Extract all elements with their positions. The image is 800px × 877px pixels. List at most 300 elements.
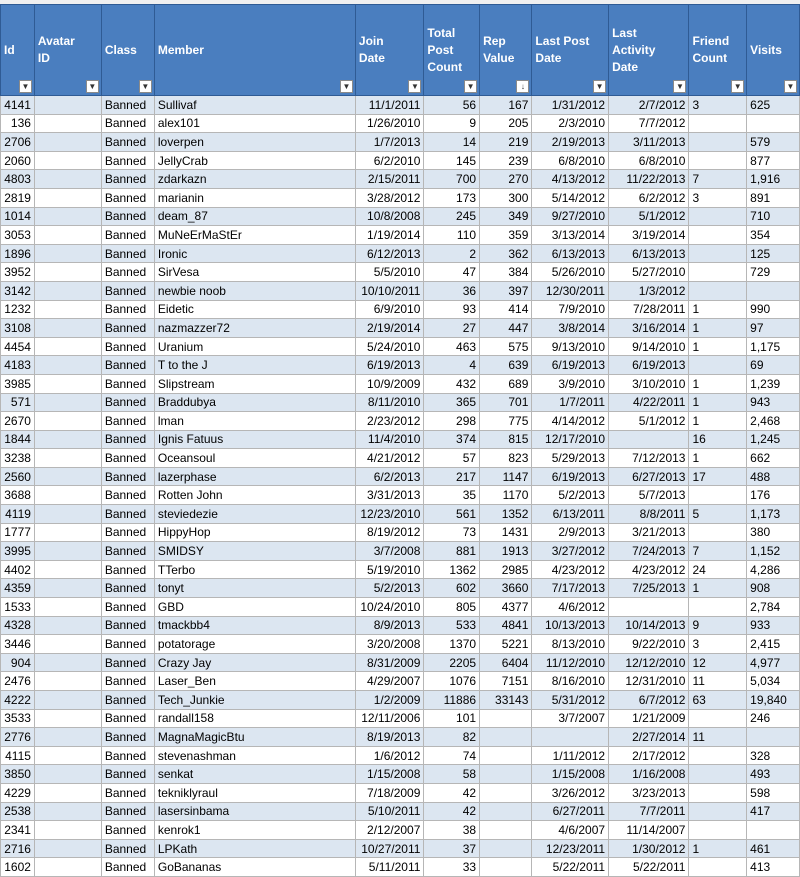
cell-join[interactable]: 12/11/2006	[355, 709, 424, 728]
cell-id[interactable]: 3688	[1, 486, 35, 505]
cell-avatar[interactable]	[34, 486, 101, 505]
cell-visits[interactable]: 1,152	[747, 542, 800, 561]
cell-friends[interactable]: 11	[689, 672, 747, 691]
cell-member[interactable]: Sullivaf	[154, 96, 355, 115]
cell-member[interactable]: Crazy Jay	[154, 653, 355, 672]
cell-join[interactable]: 8/31/2009	[355, 653, 424, 672]
cell-member[interactable]: SirVesa	[154, 263, 355, 282]
cell-member[interactable]: GoBananas	[154, 858, 355, 877]
cell-posts[interactable]: 27	[424, 319, 480, 338]
cell-lastpost[interactable]: 8/13/2010	[532, 635, 609, 654]
cell-lastact[interactable]: 3/11/2013	[609, 133, 689, 152]
cell-join[interactable]: 8/9/2013	[355, 616, 424, 635]
cell-avatar[interactable]	[34, 393, 101, 412]
cell-class[interactable]: Banned	[101, 542, 154, 561]
table-row[interactable]	[1, 96, 800, 115]
cell-lastact[interactable]: 2/27/2014	[609, 728, 689, 747]
cell-visits[interactable]: 1,175	[747, 337, 800, 356]
cell-id[interactable]: 2476	[1, 672, 35, 691]
cell-posts[interactable]: 57	[424, 449, 480, 468]
table-row[interactable]	[1, 467, 800, 486]
cell-visits[interactable]: 69	[747, 356, 800, 375]
cell-lastact[interactable]: 5/7/2013	[609, 486, 689, 505]
filter-dropdown-icon[interactable]: ▼	[19, 80, 32, 93]
cell-posts[interactable]: 533	[424, 616, 480, 635]
cell-lastpost[interactable]: 6/13/2013	[532, 244, 609, 263]
cell-rep[interactable]	[480, 858, 532, 877]
cell-posts[interactable]: 47	[424, 263, 480, 282]
cell-id[interactable]: 1014	[1, 207, 35, 226]
cell-class[interactable]: Banned	[101, 467, 154, 486]
cell-join[interactable]: 10/27/2011	[355, 839, 424, 858]
cell-join[interactable]: 5/11/2011	[355, 858, 424, 877]
cell-friends[interactable]: 1	[689, 300, 747, 319]
cell-member[interactable]: SMIDSY	[154, 542, 355, 561]
cell-member[interactable]: lman	[154, 412, 355, 431]
cell-rep[interactable]: 2985	[480, 560, 532, 579]
cell-join[interactable]: 4/29/2007	[355, 672, 424, 691]
cell-posts[interactable]: 42	[424, 802, 480, 821]
cell-lastpost[interactable]: 4/23/2012	[532, 560, 609, 579]
column-header-rep[interactable]	[480, 5, 532, 96]
cell-lastpost[interactable]: 5/31/2012	[532, 691, 609, 710]
cell-posts[interactable]: 9	[424, 114, 480, 133]
cell-lastact[interactable]: 5/1/2012	[609, 207, 689, 226]
cell-visits[interactable]: 598	[747, 783, 800, 802]
cell-lastact[interactable]: 7/24/2013	[609, 542, 689, 561]
cell-posts[interactable]: 42	[424, 783, 480, 802]
cell-member[interactable]: GBD	[154, 598, 355, 617]
cell-visits[interactable]: 4,977	[747, 653, 800, 672]
cell-class[interactable]: Banned	[101, 765, 154, 784]
cell-join[interactable]: 8/19/2013	[355, 728, 424, 747]
cell-visits[interactable]: 493	[747, 765, 800, 784]
cell-friends[interactable]: 1	[689, 449, 747, 468]
cell-avatar[interactable]	[34, 653, 101, 672]
cell-class[interactable]: Banned	[101, 374, 154, 393]
cell-friends[interactable]: 7	[689, 542, 747, 561]
cell-visits[interactable]: 19,840	[747, 691, 800, 710]
cell-posts[interactable]: 217	[424, 467, 480, 486]
cell-member[interactable]: senkat	[154, 765, 355, 784]
cell-avatar[interactable]	[34, 356, 101, 375]
cell-rep[interactable]	[480, 728, 532, 747]
cell-lastact[interactable]: 4/23/2012	[609, 560, 689, 579]
cell-class[interactable]: Banned	[101, 616, 154, 635]
cell-rep[interactable]: 362	[480, 244, 532, 263]
cell-visits[interactable]: 125	[747, 244, 800, 263]
column-header-lastpost[interactable]	[532, 5, 609, 96]
cell-visits[interactable]: 328	[747, 746, 800, 765]
cell-member[interactable]: Uranium	[154, 337, 355, 356]
cell-join[interactable]: 6/2/2010	[355, 151, 424, 170]
cell-lastpost[interactable]: 4/6/2007	[532, 821, 609, 840]
cell-class[interactable]: Banned	[101, 523, 154, 542]
cell-lastact[interactable]: 5/22/2011	[609, 858, 689, 877]
cell-join[interactable]: 3/7/2008	[355, 542, 424, 561]
cell-lastact[interactable]: 8/8/2011	[609, 505, 689, 524]
cell-rep[interactable]: 205	[480, 114, 532, 133]
cell-avatar[interactable]	[34, 263, 101, 282]
cell-class[interactable]: Banned	[101, 114, 154, 133]
cell-member[interactable]: TTerbo	[154, 560, 355, 579]
cell-posts[interactable]: 1370	[424, 635, 480, 654]
cell-friends[interactable]: 12	[689, 653, 747, 672]
cell-lastpost[interactable]: 12/30/2011	[532, 281, 609, 300]
cell-member[interactable]: Tech_Junkie	[154, 691, 355, 710]
cell-posts[interactable]: 110	[424, 226, 480, 245]
cell-class[interactable]: Banned	[101, 709, 154, 728]
cell-lastpost[interactable]: 3/9/2010	[532, 374, 609, 393]
cell-friends[interactable]	[689, 523, 747, 542]
cell-avatar[interactable]	[34, 821, 101, 840]
cell-class[interactable]: Banned	[101, 133, 154, 152]
cell-class[interactable]: Banned	[101, 635, 154, 654]
cell-id[interactable]: 2706	[1, 133, 35, 152]
column-header-member[interactable]	[154, 5, 355, 96]
cell-lastact[interactable]: 6/8/2010	[609, 151, 689, 170]
cell-lastpost[interactable]: 3/26/2012	[532, 783, 609, 802]
cell-friends[interactable]	[689, 486, 747, 505]
cell-member[interactable]: Laser_Ben	[154, 672, 355, 691]
cell-avatar[interactable]	[34, 244, 101, 263]
cell-posts[interactable]: 4	[424, 356, 480, 375]
filter-dropdown-icon[interactable]: ▼	[408, 80, 421, 93]
cell-join[interactable]: 3/31/2013	[355, 486, 424, 505]
cell-visits[interactable]: 710	[747, 207, 800, 226]
cell-visits[interactable]: 1,245	[747, 430, 800, 449]
cell-posts[interactable]: 432	[424, 374, 480, 393]
cell-id[interactable]: 4229	[1, 783, 35, 802]
cell-lastact[interactable]: 12/12/2010	[609, 653, 689, 672]
cell-id[interactable]: 2538	[1, 802, 35, 821]
cell-posts[interactable]: 365	[424, 393, 480, 412]
cell-friends[interactable]	[689, 802, 747, 821]
cell-friends[interactable]	[689, 783, 747, 802]
cell-member[interactable]: nazmazzer72	[154, 319, 355, 338]
cell-class[interactable]: Banned	[101, 151, 154, 170]
cell-posts[interactable]: 298	[424, 412, 480, 431]
cell-posts[interactable]: 56	[424, 96, 480, 115]
cell-join[interactable]: 2/12/2007	[355, 821, 424, 840]
cell-lastpost[interactable]: 6/19/2013	[532, 467, 609, 486]
table-row[interactable]	[1, 746, 800, 765]
cell-member[interactable]: Ignis Fatuus	[154, 430, 355, 449]
cell-join[interactable]: 1/26/2010	[355, 114, 424, 133]
cell-lastpost[interactable]: 7/17/2013	[532, 579, 609, 598]
cell-visits[interactable]: 729	[747, 263, 800, 282]
cell-member[interactable]: Slipstream	[154, 374, 355, 393]
cell-rep[interactable]: 4377	[480, 598, 532, 617]
cell-visits[interactable]: 662	[747, 449, 800, 468]
cell-join[interactable]: 7/18/2009	[355, 783, 424, 802]
cell-member[interactable]: stevenashman	[154, 746, 355, 765]
cell-posts[interactable]: 38	[424, 821, 480, 840]
cell-avatar[interactable]	[34, 467, 101, 486]
cell-lastact[interactable]: 3/19/2014	[609, 226, 689, 245]
cell-visits[interactable]: 877	[747, 151, 800, 170]
cell-member[interactable]: MuNeErMaStEr	[154, 226, 355, 245]
cell-visits[interactable]: 2,415	[747, 635, 800, 654]
cell-lastact[interactable]: 6/19/2013	[609, 356, 689, 375]
cell-lastpost[interactable]: 9/13/2010	[532, 337, 609, 356]
cell-class[interactable]: Banned	[101, 96, 154, 115]
cell-rep[interactable]: 219	[480, 133, 532, 152]
cell-member[interactable]: tekniklyraul	[154, 783, 355, 802]
cell-class[interactable]: Banned	[101, 486, 154, 505]
cell-lastpost[interactable]: 5/14/2012	[532, 188, 609, 207]
cell-class[interactable]: Banned	[101, 393, 154, 412]
cell-lastpost[interactable]: 4/13/2012	[532, 170, 609, 189]
cell-avatar[interactable]	[34, 412, 101, 431]
cell-class[interactable]: Banned	[101, 412, 154, 431]
cell-avatar[interactable]	[34, 746, 101, 765]
cell-member[interactable]: zdarkazn	[154, 170, 355, 189]
cell-id[interactable]: 3850	[1, 765, 35, 784]
cell-visits[interactable]: 943	[747, 393, 800, 412]
cell-class[interactable]: Banned	[101, 356, 154, 375]
table-row[interactable]	[1, 151, 800, 170]
filter-dropdown-icon[interactable]: ▼	[673, 80, 686, 93]
cell-id[interactable]: 2819	[1, 188, 35, 207]
cell-member[interactable]: JellyCrab	[154, 151, 355, 170]
cell-lastpost[interactable]: 9/27/2010	[532, 207, 609, 226]
cell-lastact[interactable]: 12/31/2010	[609, 672, 689, 691]
cell-rep[interactable]: 7151	[480, 672, 532, 691]
cell-class[interactable]: Banned	[101, 449, 154, 468]
cell-class[interactable]: Banned	[101, 319, 154, 338]
table-row[interactable]	[1, 579, 800, 598]
cell-lastact[interactable]: 1/21/2009	[609, 709, 689, 728]
cell-id[interactable]: 571	[1, 393, 35, 412]
cell-class[interactable]: Banned	[101, 746, 154, 765]
cell-rep[interactable]: 384	[480, 263, 532, 282]
cell-visits[interactable]: 1,173	[747, 505, 800, 524]
column-header-class[interactable]	[101, 5, 154, 96]
cell-member[interactable]: steviedezie	[154, 505, 355, 524]
cell-lastpost[interactable]: 1/15/2008	[532, 765, 609, 784]
cell-avatar[interactable]	[34, 858, 101, 877]
cell-visits[interactable]: 1,916	[747, 170, 800, 189]
cell-visits[interactable]: 354	[747, 226, 800, 245]
cell-id[interactable]: 2716	[1, 839, 35, 858]
cell-lastact[interactable]: 7/12/2013	[609, 449, 689, 468]
cell-lastact[interactable]	[609, 430, 689, 449]
table-row[interactable]	[1, 728, 800, 747]
cell-lastact[interactable]: 6/27/2013	[609, 467, 689, 486]
cell-class[interactable]: Banned	[101, 598, 154, 617]
cell-lastpost[interactable]: 4/14/2012	[532, 412, 609, 431]
cell-id[interactable]: 4183	[1, 356, 35, 375]
cell-lastpost[interactable]: 2/19/2013	[532, 133, 609, 152]
cell-avatar[interactable]	[34, 505, 101, 524]
cell-posts[interactable]: 74	[424, 746, 480, 765]
cell-join[interactable]: 11/4/2010	[355, 430, 424, 449]
cell-rep[interactable]: 3660	[480, 579, 532, 598]
cell-id[interactable]: 904	[1, 653, 35, 672]
cell-class[interactable]: Banned	[101, 672, 154, 691]
cell-friends[interactable]	[689, 858, 747, 877]
cell-rep[interactable]	[480, 802, 532, 821]
cell-lastpost[interactable]: 4/6/2012	[532, 598, 609, 617]
cell-lastact[interactable]	[609, 598, 689, 617]
table-row[interactable]	[1, 505, 800, 524]
cell-friends[interactable]: 24	[689, 560, 747, 579]
cell-visits[interactable]: 908	[747, 579, 800, 598]
filter-dropdown-icon[interactable]: ▼	[86, 80, 99, 93]
column-header-lastact[interactable]	[609, 5, 689, 96]
cell-friends[interactable]: 3	[689, 188, 747, 207]
cell-class[interactable]: Banned	[101, 653, 154, 672]
cell-visits[interactable]	[747, 281, 800, 300]
cell-class[interactable]: Banned	[101, 579, 154, 598]
cell-join[interactable]: 8/19/2012	[355, 523, 424, 542]
cell-friends[interactable]: 1	[689, 393, 747, 412]
cell-lastpost[interactable]: 5/22/2011	[532, 858, 609, 877]
cell-id[interactable]: 136	[1, 114, 35, 133]
cell-friends[interactable]: 3	[689, 635, 747, 654]
cell-friends[interactable]: 1	[689, 337, 747, 356]
table-row[interactable]	[1, 616, 800, 635]
cell-avatar[interactable]	[34, 170, 101, 189]
cell-friends[interactable]	[689, 598, 747, 617]
cell-lastpost[interactable]: 1/31/2012	[532, 96, 609, 115]
cell-avatar[interactable]	[34, 523, 101, 542]
cell-rep[interactable]: 1431	[480, 523, 532, 542]
cell-id[interactable]: 2060	[1, 151, 35, 170]
cell-friends[interactable]	[689, 746, 747, 765]
table-row[interactable]	[1, 821, 800, 840]
table-row[interactable]	[1, 337, 800, 356]
cell-avatar[interactable]	[34, 96, 101, 115]
cell-class[interactable]: Banned	[101, 170, 154, 189]
cell-lastact[interactable]: 6/13/2013	[609, 244, 689, 263]
cell-friends[interactable]: 17	[689, 467, 747, 486]
cell-id[interactable]: 4222	[1, 691, 35, 710]
cell-lastact[interactable]: 3/16/2014	[609, 319, 689, 338]
cell-lastact[interactable]: 3/23/2013	[609, 783, 689, 802]
cell-posts[interactable]: 881	[424, 542, 480, 561]
cell-avatar[interactable]	[34, 337, 101, 356]
cell-id[interactable]: 3985	[1, 374, 35, 393]
cell-friends[interactable]	[689, 765, 747, 784]
cell-member[interactable]: alex101	[154, 114, 355, 133]
cell-rep[interactable]: 270	[480, 170, 532, 189]
cell-friends[interactable]	[689, 821, 747, 840]
cell-class[interactable]: Banned	[101, 430, 154, 449]
cell-rep[interactable]	[480, 821, 532, 840]
table-row[interactable]	[1, 263, 800, 282]
cell-friends[interactable]	[689, 709, 747, 728]
cell-rep[interactable]: 167	[480, 96, 532, 115]
cell-avatar[interactable]	[34, 188, 101, 207]
cell-join[interactable]: 1/7/2013	[355, 133, 424, 152]
cell-visits[interactable]: 2,784	[747, 598, 800, 617]
cell-join[interactable]: 4/21/2012	[355, 449, 424, 468]
cell-rep[interactable]: 1147	[480, 467, 532, 486]
cell-class[interactable]: Banned	[101, 821, 154, 840]
cell-posts[interactable]: 37	[424, 839, 480, 858]
cell-lastpost[interactable]: 5/29/2013	[532, 449, 609, 468]
cell-join[interactable]: 10/9/2009	[355, 374, 424, 393]
cell-posts[interactable]: 561	[424, 505, 480, 524]
sort-filter-icon[interactable]: ↓	[516, 80, 529, 93]
cell-avatar[interactable]	[34, 151, 101, 170]
cell-posts[interactable]: 2205	[424, 653, 480, 672]
table-row[interactable]	[1, 765, 800, 784]
cell-id[interactable]: 4115	[1, 746, 35, 765]
table-row[interactable]	[1, 653, 800, 672]
cell-member[interactable]: lasersinbama	[154, 802, 355, 821]
cell-visits[interactable]	[747, 821, 800, 840]
cell-id[interactable]: 4454	[1, 337, 35, 356]
cell-lastact[interactable]: 10/14/2013	[609, 616, 689, 635]
cell-visits[interactable]: 5,034	[747, 672, 800, 691]
cell-lastact[interactable]: 1/3/2012	[609, 281, 689, 300]
cell-member[interactable]: randall158	[154, 709, 355, 728]
cell-lastpost[interactable]: 12/17/2010	[532, 430, 609, 449]
cell-friends[interactable]: 63	[689, 691, 747, 710]
cell-class[interactable]: Banned	[101, 281, 154, 300]
cell-id[interactable]: 1844	[1, 430, 35, 449]
cell-lastact[interactable]: 11/14/2007	[609, 821, 689, 840]
filter-dropdown-icon[interactable]: ▼	[340, 80, 353, 93]
cell-join[interactable]: 5/5/2010	[355, 263, 424, 282]
cell-member[interactable]: Eidetic	[154, 300, 355, 319]
cell-avatar[interactable]	[34, 598, 101, 617]
cell-friends[interactable]: 16	[689, 430, 747, 449]
table-row[interactable]	[1, 319, 800, 338]
cell-visits[interactable]: 2,468	[747, 412, 800, 431]
cell-id[interactable]: 2341	[1, 821, 35, 840]
cell-rep[interactable]: 33143	[480, 691, 532, 710]
cell-visits[interactable]	[747, 114, 800, 133]
cell-class[interactable]: Banned	[101, 783, 154, 802]
cell-visits[interactable]: 246	[747, 709, 800, 728]
cell-id[interactable]: 1533	[1, 598, 35, 617]
table-row[interactable]	[1, 560, 800, 579]
table-row[interactable]	[1, 802, 800, 821]
cell-visits[interactable]: 380	[747, 523, 800, 542]
cell-lastact[interactable]: 4/22/2011	[609, 393, 689, 412]
cell-id[interactable]: 2560	[1, 467, 35, 486]
cell-visits[interactable]: 990	[747, 300, 800, 319]
filter-dropdown-icon[interactable]: ▼	[464, 80, 477, 93]
cell-lastact[interactable]: 7/28/2011	[609, 300, 689, 319]
cell-friends[interactable]	[689, 114, 747, 133]
column-header-avatar[interactable]	[34, 5, 101, 96]
cell-lastact[interactable]: 7/7/2012	[609, 114, 689, 133]
cell-id[interactable]: 4803	[1, 170, 35, 189]
table-row[interactable]	[1, 374, 800, 393]
cell-avatar[interactable]	[34, 672, 101, 691]
cell-member[interactable]: newbie noob	[154, 281, 355, 300]
filter-dropdown-icon[interactable]: ▼	[784, 80, 797, 93]
cell-avatar[interactable]	[34, 542, 101, 561]
column-header-id[interactable]	[1, 5, 35, 96]
cell-rep[interactable]	[480, 839, 532, 858]
cell-rep[interactable]: 701	[480, 393, 532, 412]
cell-lastpost[interactable]: 6/19/2013	[532, 356, 609, 375]
table-row[interactable]	[1, 598, 800, 617]
filter-dropdown-icon[interactable]: ▼	[731, 80, 744, 93]
cell-join[interactable]: 6/9/2010	[355, 300, 424, 319]
cell-join[interactable]: 3/28/2012	[355, 188, 424, 207]
cell-lastpost[interactable]: 1/7/2011	[532, 393, 609, 412]
cell-join[interactable]: 5/10/2011	[355, 802, 424, 821]
cell-visits[interactable]: 625	[747, 96, 800, 115]
cell-lastpost[interactable]: 8/16/2010	[532, 672, 609, 691]
